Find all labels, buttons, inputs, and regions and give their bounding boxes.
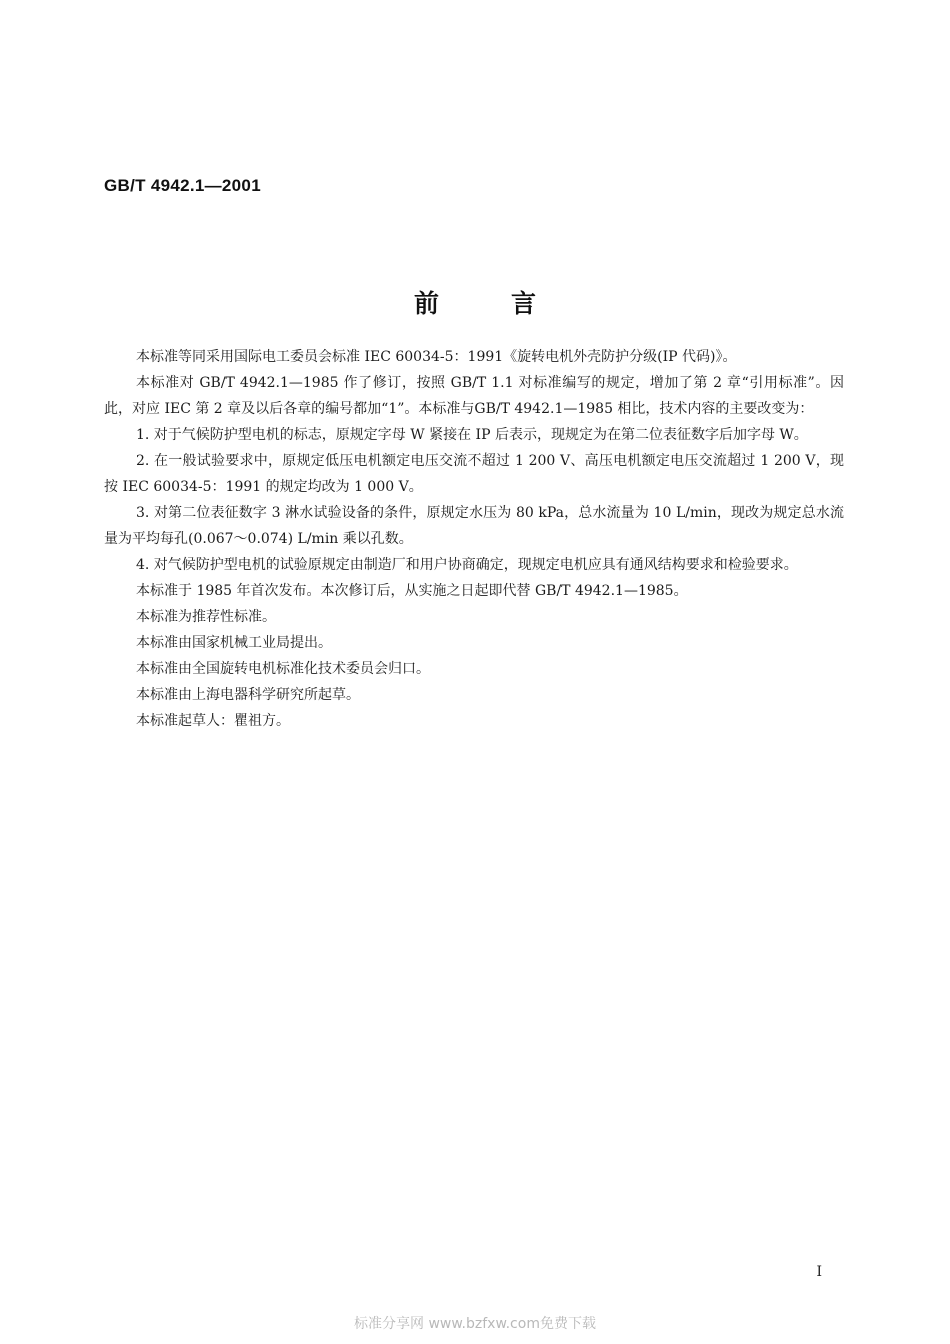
paragraph-proposer: 本标准由国家机械工业局提出。 <box>136 635 332 651</box>
paragraph-drafter: 本标准起草人：瞿祖方。 <box>136 713 290 729</box>
paragraph-recommended: 本标准为推荐性标准。 <box>136 609 276 625</box>
paragraph-change-2: 2. 在一般试验要求中，原规定低压电机额定电压交流不超过 1 200 V、高压电机额定电压交流超过 1 200 V，现按 IEC 60034-5：1991 的规定均改为 1 000 V。 <box>104 453 844 495</box>
paragraph-change-3: 3. 对第二位表征数字 3 淋水试验设备的条件，原规定水压为 80 kPa，总水流量为 10 L/min，现改为规定总水流量为平均每孔(0.067～0.074) L/min 乘以孔数。 <box>104 505 844 547</box>
paragraph-drafting-org: 本标准由上海电器科学研究所起草。 <box>136 687 360 703</box>
paragraph-adoption: 本标准等同采用国际电工委员会标准 IEC 60034-5：1991《旋转电机外壳防护分级(IP 代码)》。 <box>136 349 737 365</box>
paragraph-change-4: 4. 对气候防护型电机的试验原规定由制造厂和用户协商确定，现规定电机应具有通风结构要求和检验要求。 <box>136 557 798 573</box>
paragraph-history: 本标准于 1985 年首次发布。本次修订后，从实施之日起即代替 GB/T 4942.1—1985。 <box>136 583 688 599</box>
watermark-text: 标准分享网 www.bzfxw.com免费下载 <box>354 1316 596 1332</box>
page-number: I <box>816 1264 822 1280</box>
standard-code: GB/T 4942.1—2001 <box>104 176 261 195</box>
foreword-body <box>104 344 844 734</box>
paragraph-revision: 本标准对 GB/T 4942.1—1985 作了修订，按照 GB/T 1.1 对标准编写的规定，增加了第 2 章“引用标准”。因此，对应 IEC 第 2 章及以后各章的编号都加“1”。本标准与GB/T 4942.1—1985 相比，技术内容的主要改变为： <box>104 375 844 417</box>
paragraph-change-1: 1. 对于气候防护型电机的标志，原规定字母 W 紧接在 IP 后表示，现规定为在第二位表征数字后加字母 W。 <box>136 427 808 443</box>
paragraph-committee: 本标准由全国旋转电机标准化技术委员会归口。 <box>136 661 430 677</box>
page-title: 前言 <box>413 289 608 318</box>
